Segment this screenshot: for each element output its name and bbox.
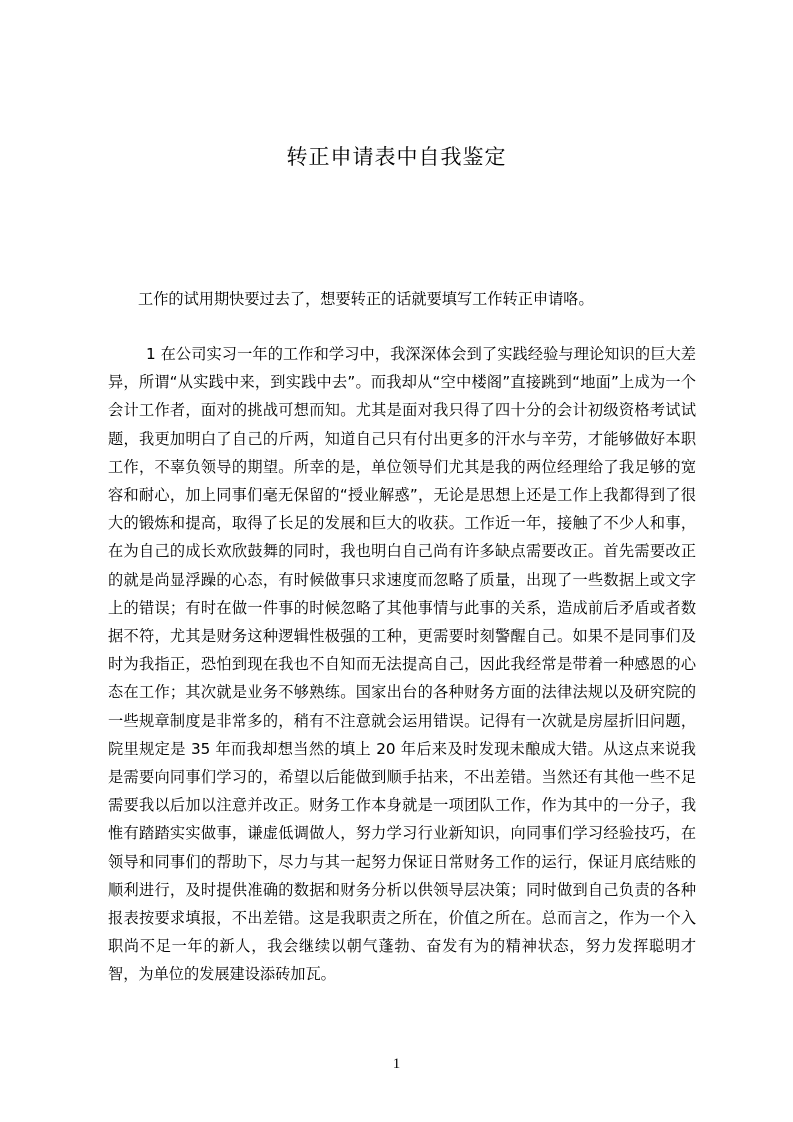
page-number: 1 — [392, 1056, 401, 1072]
body-paragraph: 1 在公司实习一年的工作和学习中，我深深体会到了实践经验与理论知识的巨大差异，所谓“从实践中来，到实践中去”。而我却从“空中楼阁”直接跳到“地面”上成为一个会计工作者，面对的挑战可想而知。尤其是面对我只得了四十分的会计初级资格考试试题，我更加明白了自己的斤两，知道自己只有付出更多的汗水与辛劳，才能够做好本职工作，不辜负领导的期望。所幸的是，单位领导们尤其是我的两位经理给了我足够的宽容和耐心，加上同事们毫无保留的“授业解惑”，无论是思想上还是工作上我都得到了很大的锻炼和提高，取得了长足的发展和巨大的收获。工作近一年，接触了不少人和事，在为自己的成长欢欣鼓舞的同时，我也明白自己尚有许多缺点需要改正。首先需要改正的就是尚显浮躁的心态，有时候做事只求速度而忽略了质量，出现了一些数据上或文字上的错误；有时在做一件事的时候忽略了其他事情与此事的关系，造成前后矛盾或者数据不符，尤其是财务这种逻辑性极强的工种，更需要时刻警醒自己。如果不是同事们及时为我指正，恐怕到现在我也不自知而无法提高自己，因此我经常是带着一种感恩的心态在工作；其次就是业务不够熟练。国家出台的各种财务方面的法律法规以及研究院的一些规章制度是非常多的，稍有不注意就会运用错误。记得有一次就是房屋折旧问题，院里规定是 35 年而我却想当然的填上 20 年后来及时发现未酿成大错。从这点来说我是需要向同事们学习的，希望以后能做到顺手拈来，不出差错。当然还有其他一些不足需要我以后加以注意并改正。财务工作本身就是一项团队工作，作为其中的一分子，我惟有踏踏实实做事，谦虚低调做人，努力学习行业新知识，向同事们学习经验技巧，在领导和同事们的帮助下，尽力与其一起努力保证日常财务工作的运行，保证月底结账的顺利进行，及时提供准确的数据和财务分析以供领导层决策；同时做到自己负责的各种报表按要求填报，不出差错。这是我职责之所在，价值之所在。总而言之，作为一个入职尚不足一年的新人，我会继续以朝气蓬勃、奋发有为的精神状态，努力发挥聪明才智，为单位的发展建设添砖加瓦。 — [108, 345, 696, 984]
intro-paragraph: 工作的试用期快要过去了，想要转正的话就要填写工作转正申请咯。 — [138, 290, 594, 308]
page-title: 转正申请表中自我鉴定 — [286, 145, 507, 169]
